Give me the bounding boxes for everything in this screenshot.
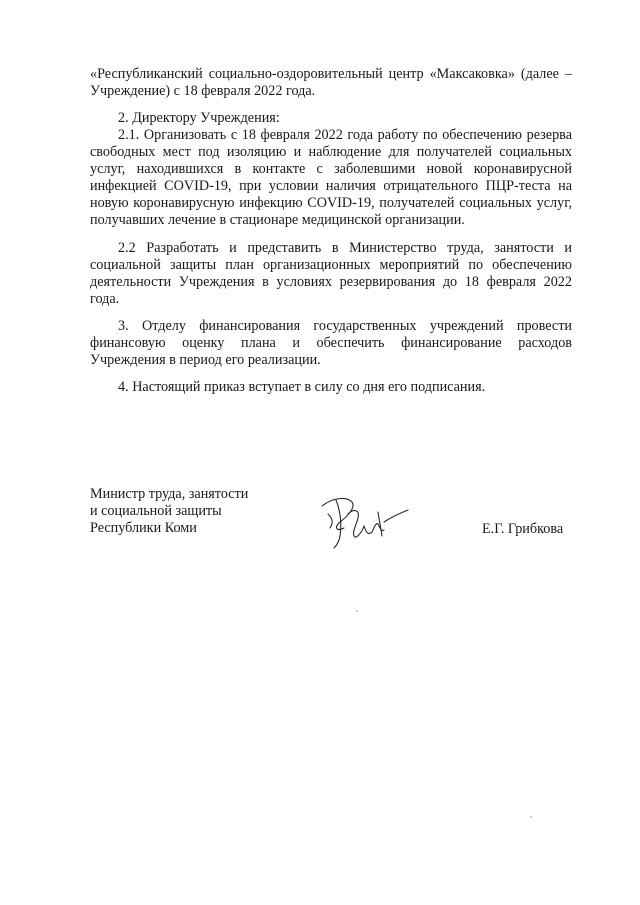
item-2-2-line-1: 2.2 Разработать и представить в Министерство труда, занятости и	[118, 240, 572, 256]
item-2-1-line-1: 2.1. Организовать с 18 февраля 2022 года работу по обеспечению резерва	[118, 127, 572, 143]
signatory-position-line-1: Министр труда, занятости	[90, 486, 249, 502]
item-2-1-line-6: получавших лечение в стационаре медицинской организации.	[90, 212, 465, 228]
item-2-1-line-5: новую коронавирусную инфекцию COVID-19, получателей социальных услуг,	[90, 195, 572, 211]
intro-line-1: «Республиканский социально-оздоровительный центр «Максаковка» (далее –	[90, 66, 572, 82]
signatory-position	[90, 486, 248, 537]
handwritten-signature-icon	[318, 492, 418, 552]
scan-speck	[356, 610, 358, 612]
signer-name: Е.Г. Грибкова	[482, 521, 564, 537]
signatory-position-line-3: Республики Коми	[90, 520, 197, 536]
item-3-line-2: финансовую оценку плана и обеспечить финансирование расходов	[90, 335, 572, 351]
signatory-position-line-2: и социальной защиты	[90, 503, 222, 519]
item-3-line-3: Учреждения в период его реализации.	[90, 352, 321, 368]
item-2-1-line-2: свободных мест под изоляцию и наблюдение для получателей социальных	[90, 144, 572, 160]
section-2-heading: 2. Директору Учреждения:	[118, 110, 280, 126]
item-2-1-line-4: инфекцией COVID-19, при условии наличия отрицательного ПЦР-теста на	[90, 178, 572, 194]
scan-speck	[530, 816, 532, 818]
item-2-2-line-4: года.	[90, 291, 120, 307]
intro-line-2: Учреждение) с 18 февраля 2022 года.	[90, 83, 316, 99]
item-2-2-line-3: деятельности Учреждения в условиях резервирования до 18 февраля 2022	[90, 274, 572, 290]
item-4: 4. Настоящий приказ вступает в силу со дня его подписания.	[118, 379, 486, 395]
item-2-1-line-3: услуг, находившихся в контакте с заболевшими новой коронавирусной	[90, 161, 572, 177]
item-3-line-1: 3. Отделу финансирования государственных учреждений провести	[118, 318, 572, 334]
item-2-2-line-2: социальной защиты план организационных мероприятий по обеспечению	[90, 257, 572, 273]
